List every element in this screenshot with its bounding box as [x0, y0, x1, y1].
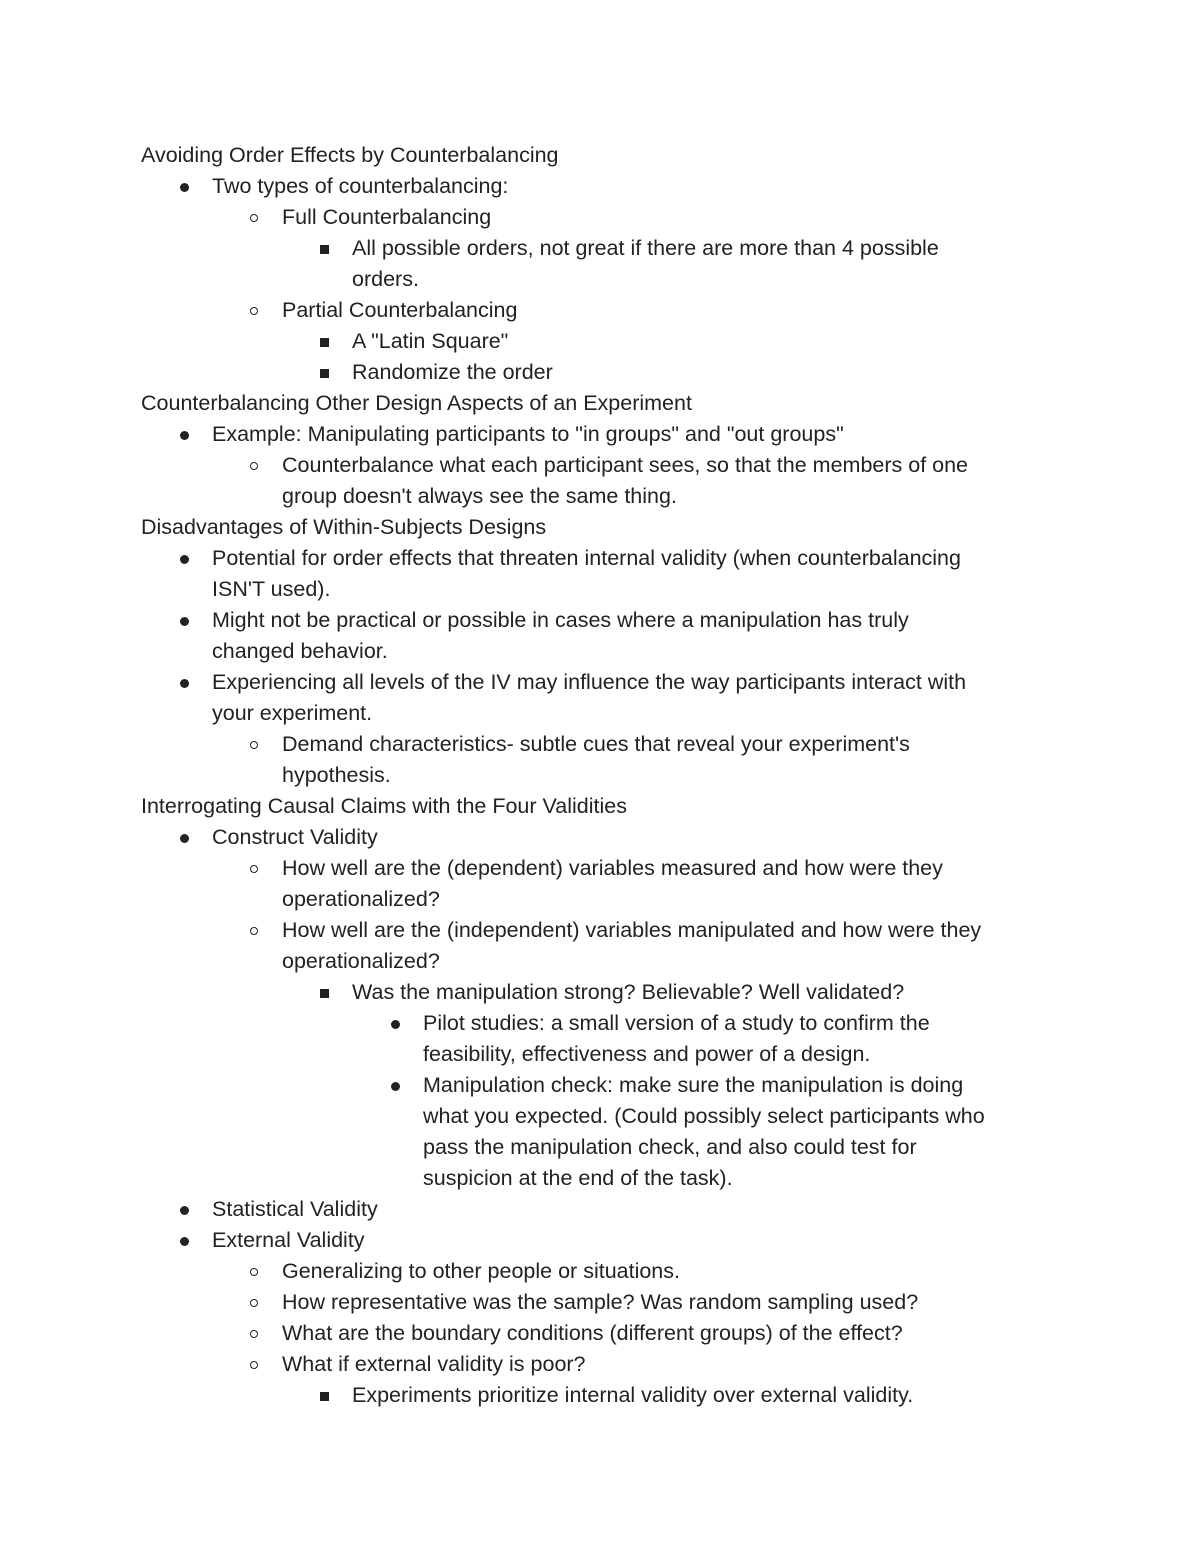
item-text: Generalizing to other people or situations.: [282, 1259, 680, 1283]
outline-item: [0, 1349, 1200, 1380]
outline-item: [0, 1101, 1200, 1132]
item-text: How well are the (independent) variables manipulated and how were they: [282, 918, 982, 942]
outline-item: [0, 264, 1200, 295]
item-text: What are the boundary conditions (different groups) of the effect?: [282, 1321, 903, 1345]
disc-bullet-icon: [180, 834, 189, 843]
item-text: Potential for order effects that threaten internal validity (when counterbalancing: [212, 546, 961, 570]
heading-text: Disadvantages of Within-Subjects Designs: [141, 515, 547, 539]
outline-item: [0, 1070, 1200, 1101]
item-text: Two types of counterbalancing:: [212, 174, 509, 198]
outline-item: [0, 357, 1200, 388]
item-text: How well are the (dependent) variables measured and how were they: [282, 856, 943, 880]
disc-bullet-icon: [180, 1206, 189, 1215]
outline-item: [0, 1132, 1200, 1163]
section-heading: [0, 512, 1200, 543]
item-text: How representative was the sample? Was random sampling used?: [282, 1290, 919, 1314]
item-text: Partial Counterbalancing: [282, 298, 518, 322]
outline-item: [0, 1287, 1200, 1318]
disc-bullet-icon: [180, 183, 189, 192]
outline-item: [0, 1380, 1200, 1411]
outline-item: [0, 946, 1200, 977]
circle-bullet-icon: [250, 1361, 258, 1369]
outline-item: [0, 233, 1200, 264]
square-bullet-icon: [320, 1392, 329, 1401]
outline-item: [0, 1318, 1200, 1349]
item-text: Was the manipulation strong? Believable? Well validated?: [352, 980, 905, 1004]
outline-item: [0, 977, 1200, 1008]
item-text: pass the manipulation check, and also could test for: [423, 1135, 917, 1159]
item-text: suspicion at the end of the task).: [423, 1166, 733, 1190]
outline-item: [0, 853, 1200, 884]
outline-item: [0, 822, 1200, 853]
outline-item: [0, 1163, 1200, 1194]
square-bullet-icon: [320, 338, 329, 347]
circle-bullet-icon: [250, 1268, 258, 1276]
item-text: Pilot studies: a small version of a study to confirm the: [423, 1011, 930, 1035]
disc-bullet-icon: [391, 1082, 400, 1091]
item-text: feasibility, effectiveness and power of a design.: [423, 1042, 871, 1066]
item-text: Counterbalance what each participant sees, so that the members of one: [282, 453, 969, 477]
square-bullet-icon: [320, 989, 329, 998]
outline-item: [0, 884, 1200, 915]
outline-item: [0, 1008, 1200, 1039]
outline-item: [0, 481, 1200, 512]
outline-item: [0, 1194, 1200, 1225]
outline-item: [0, 202, 1200, 233]
item-text: External Validity: [212, 1228, 365, 1252]
disc-bullet-icon: [180, 555, 189, 564]
circle-bullet-icon: [250, 214, 258, 222]
item-text: Example: Manipulating participants to "in groups" and "out groups": [212, 422, 844, 446]
item-text: operationalized?: [282, 949, 440, 973]
document-page: [0, 140, 1200, 1411]
item-text: group doesn't always see the same thing.: [282, 484, 677, 508]
outline-item: [0, 667, 1200, 698]
outline-item: [0, 760, 1200, 791]
disc-bullet-icon: [180, 431, 189, 440]
section-heading: [0, 388, 1200, 419]
circle-bullet-icon: [250, 1330, 258, 1338]
disc-bullet-icon: [180, 679, 189, 688]
heading-text: Interrogating Causal Claims with the Four Validities: [141, 794, 627, 818]
section-heading: [0, 791, 1200, 822]
outline-item: [0, 729, 1200, 760]
heading-text: Avoiding Order Effects by Counterbalancing: [141, 143, 559, 167]
item-text: Manipulation check: make sure the manipulation is doing: [423, 1073, 964, 1097]
item-text: Statistical Validity: [212, 1197, 378, 1221]
circle-bullet-icon: [250, 865, 258, 873]
outline-item: [0, 419, 1200, 450]
circle-bullet-icon: [250, 927, 258, 935]
outline-item: [0, 574, 1200, 605]
item-text: Experiments prioritize internal validity over external validity.: [352, 1383, 914, 1407]
outline-item: [0, 326, 1200, 357]
outline-item: [0, 1256, 1200, 1287]
outline-item: [0, 1225, 1200, 1256]
disc-bullet-icon: [391, 1020, 400, 1029]
circle-bullet-icon: [250, 741, 258, 749]
item-text: orders.: [352, 267, 419, 291]
item-text: what you expected. (Could possibly select participants who: [423, 1104, 985, 1128]
disc-bullet-icon: [180, 1237, 189, 1246]
section-heading: [0, 140, 1200, 171]
outline-item: [0, 605, 1200, 636]
outline-item: [0, 698, 1200, 729]
outline-item: [0, 543, 1200, 574]
item-text: operationalized?: [282, 887, 440, 911]
disc-bullet-icon: [180, 617, 189, 626]
square-bullet-icon: [320, 369, 329, 378]
square-bullet-icon: [320, 245, 329, 254]
heading-text: Counterbalancing Other Design Aspects of an Experiment: [141, 391, 692, 415]
item-text: changed behavior.: [212, 639, 388, 663]
item-text: Construct Validity: [212, 825, 378, 849]
item-text: hypothesis.: [282, 763, 391, 787]
item-text: Might not be practical or possible in cases where a manipulation has truly: [212, 608, 909, 632]
outline-item: [0, 171, 1200, 202]
circle-bullet-icon: [250, 307, 258, 315]
circle-bullet-icon: [250, 1299, 258, 1307]
item-text: Demand characteristics- subtle cues that reveal your experiment's: [282, 732, 910, 756]
outline-item: [0, 450, 1200, 481]
item-text: A "Latin Square": [352, 329, 509, 353]
outline-item: [0, 1039, 1200, 1070]
item-text: Full Counterbalancing: [282, 205, 492, 229]
item-text: your experiment.: [212, 701, 373, 725]
item-text: ISN'T used).: [212, 577, 331, 601]
circle-bullet-icon: [250, 462, 258, 470]
outline-item: [0, 636, 1200, 667]
outline-item: [0, 915, 1200, 946]
item-text: Randomize the order: [352, 360, 553, 384]
item-text: Experiencing all levels of the IV may influence the way participants interact with: [212, 670, 967, 694]
item-text: What if external validity is poor?: [282, 1352, 586, 1376]
outline-item: [0, 295, 1200, 326]
item-text: All possible orders, not great if there are more than 4 possible: [352, 236, 939, 260]
